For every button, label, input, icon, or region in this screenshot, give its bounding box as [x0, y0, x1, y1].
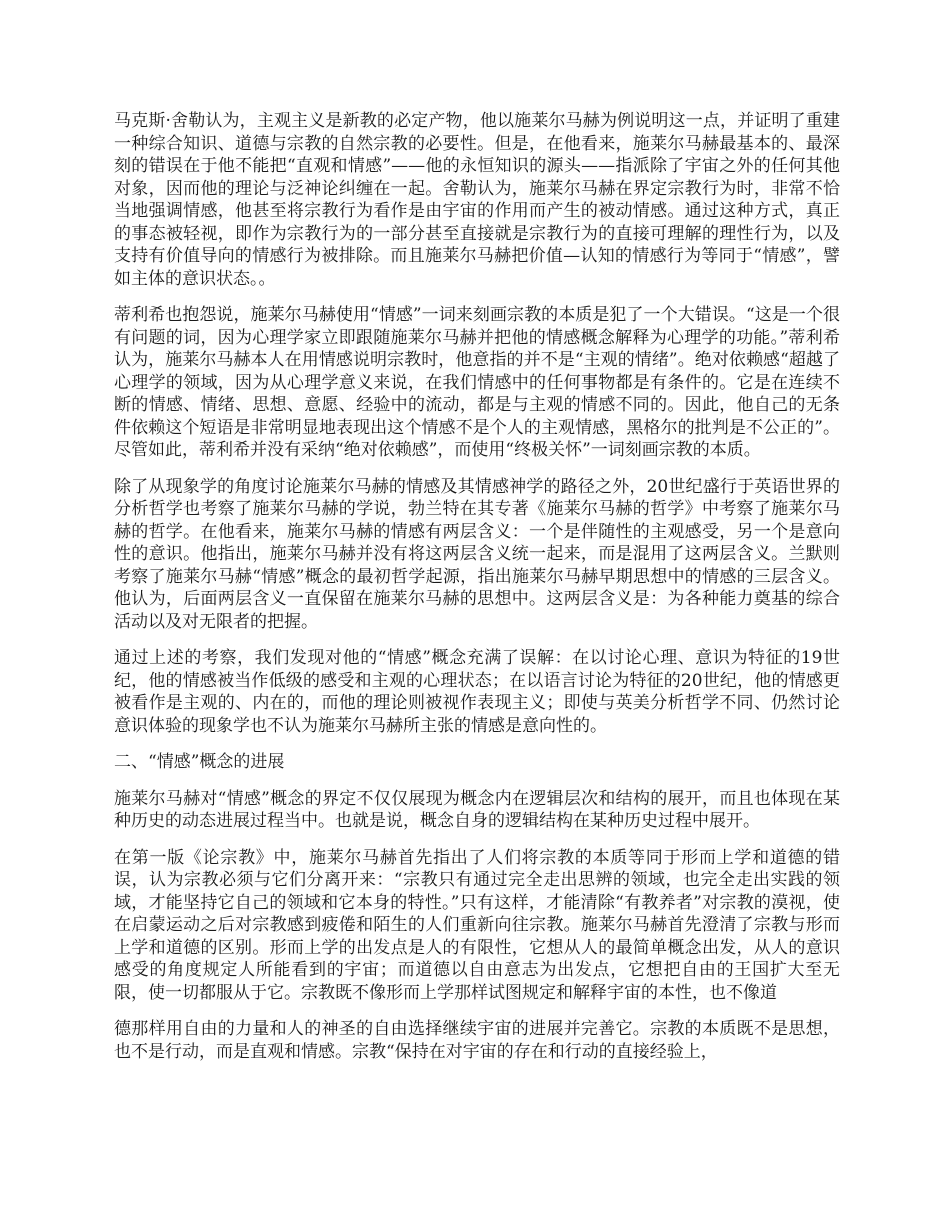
paragraph-continuation: 德那样用自由的力量和人的神圣的自由选择继续宇宙的进展并完善它。宗教的本质既不是思想，也不是行动，而是直观和情感。宗教“保持在对宇宙的存在和行动的直接经验上，: [114, 1019, 840, 1062]
paragraph-concept-progress: 施莱尔马赫对“情感”概念的界定不仅仅展现为概念内在逻辑层次和结构的展开，而且也体现在某种历史的动态进展过程当中。也就是说，概念自身的逻辑结构在某种历史过程中展开。: [114, 788, 840, 831]
document-body: [114, 110, 840, 1077]
paragraph-analytic-philosophy: 除了从现象学的角度讨论施莱尔马赫的情感及其情感神学的路径之外，20世纪盛行于英语世界的分析哲学也考察了施莱尔马赫的学说，勃兰特在其专著《施莱尔马赫的哲学》中考察了施莱尔马赫的哲学。在他看来，施莱尔马赫的情感有两层含义：一个是伴随性的主观感受，另一个是意向性的意识。他指出，施莱尔马赫并没有将这两层含义统一起来，而是混用了这两层含义。兰默则考察了施莱尔马赫“情感”概念的最初哲学起源，指出施莱尔马赫早期思想中的情感的三层含义。他认为，后面两层含义一直保留在施莱尔马赫的思想中。这两层含义是：为各种能力奠基的综合活动以及对无限者的把握。: [114, 476, 840, 632]
paragraph-tillich: 蒂利希也抱怨说，施莱尔马赫使用“情感”一词来刻画宗教的本质是犯了一个大错误。“这是一个很有问题的词，因为心理学家立即跟随施莱尔马赫并把他的情感概念解释为心理学的功能。”蒂利希认为，施莱尔马赫本人在用情感说明宗教时，他意指的并不是“主观的情绪”。绝对依赖感“超越了心理学的领域，因为从心理学意义来说，在我们情感中的任何事物都是有条件的。它是在连续不断的情感、情绪、思想、意愿、经验中的流动，都是与主观的情感不同的。因此，他自己的无条件依赖这个短语是非常明显地表现出这个情感不是个人的主观情感，黑格尔的批判是不公正的”。尽管如此，蒂利希并没有采纳“绝对依赖感”，而使用“终极关怀”一词刻画宗教的本质。: [114, 305, 840, 460]
paragraph-scheler: 马克斯·舍勒认为，主观主义是新教的必定产物，他以施莱尔马赫为例说明这一点，并证明了重建一种综合知识、道德与宗教的自然宗教的必要性。但是，在他看来，施莱尔马赫最基本的、最深刻的错误在于他不能把“直观和情感”——他的永恒知识的源头——指派除了宇宙之外的任何其他对象，因而他的理论与泛神论纠缠在一起。舍勒认为，施莱尔马赫在界定宗教行为时，非常不恰当地强调情感，他甚至将宗教行为看作是由宇宙的作用而产生的被动情感。通过这种方式，真正的事态被轻视，即作为宗教行为的一部分甚至直接就是宗教行为的直接可理解的理性行为，以及支持有价值导向的情感行为被排除。而且施莱尔马赫把价值—认知的情感行为等同于“情感”，譬如主体的意识状态。。: [114, 111, 840, 289]
section-heading: 二、“情感”概念的进展: [114, 752, 285, 772]
paragraph-on-religion: 在第一版《论宗教》中，施莱尔马赫首先指出了人们将宗教的本质等同于形而上学和道德的错误，认为宗教必须与它们分离开来：“宗教只有通过完全走出思辨的领域，也完全走出实践的领域，才能坚持它自己的领域和它本身的特性。”只有这样，才能清除“有教养者”对宗教的漠视，使在启蒙运动之后对宗教感到疲倦和陌生的人们重新向往宗教。施莱尔马赫首先澄清了宗教与形而上学和道德的区别。形而上学的出发点是人的有限性，它想从人的最简单概念出发，从人的意识感受的角度规定人所能看到的宇宙；而道德以自由意志为出发点，它想把自由的王国扩大至无限，使一切都服从于它。宗教既不像形而上学那样试图规定和解释宇宙的本性，也不像道: [114, 847, 840, 1003]
paragraph-summary: 通过上述的考察，我们发现对他的“情感”概念充满了误解：在以讨论心理、意识为特征的19世纪，他的情感被当作低级的感受和主观的心理状态；在以语言讨论为特征的20世纪，他的情感更被看作是主观的、内在的，而他的理论则被视作表现主义；即使与英美分析哲学不同、仍然讨论意识体验的现象学也不认为施莱尔马赫所主张的情感是意向性的。: [114, 648, 840, 736]
